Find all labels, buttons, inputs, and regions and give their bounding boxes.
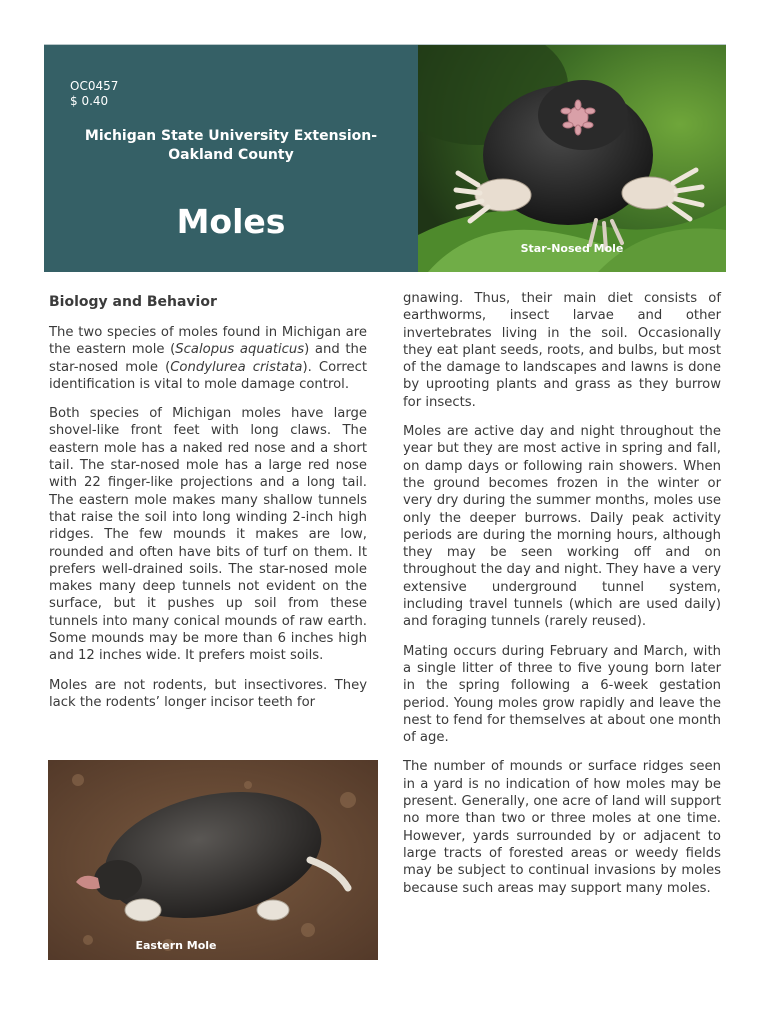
organization-line-2: Oakland County: [168, 147, 294, 163]
right-column: [403, 290, 721, 909]
document-price: $ 0.40: [70, 94, 109, 108]
eastern-mole-photo: [48, 760, 378, 960]
section-heading-biology: Biology and Behavior: [49, 294, 217, 310]
paragraph-mating: Mating occurs during February and March, with a single litter of three to five young born later in the spring following a 6-week gestation period. Young moles grow rapidly and leave the nest to fend for themselves at about one month of age.: [403, 643, 721, 746]
scientific-name-eastern: Scalopus aquaticus: [175, 342, 305, 358]
paragraph-diet: gnawing. Thus, their main diet consists of earthworms, insect larvae and other invertebrates living in the soil. Occasionally they eat plant seeds, roots, and bulbs, but most of the damage to landscapes and lawns is done by uprooting plants and grass as they burrow for insects.: [403, 291, 721, 410]
organization-name: [44, 127, 418, 165]
paragraph-features: Both species of Michigan moles have large shovel-like front feet with long claws. The eastern mole has a naked red nose and a short tail. The star-nosed mole has a large red nose with 22 finger-like projections and a long tail. The eastern mole makes many shallow tunnels that raise the soil into long winding 2-inch high ridges. The few mounds it makes are low, rounded and often have bits of turf on them. It prefers well-drained soils. The star-nosed mole makes many deep tunnels not evident on the surface, but it pushes up soil from these tunnels into many conical mounds of raw earth. Some mounds may be more than 6 inches high and 12 inches wide. It prefers moist soils.: [49, 406, 367, 664]
paragraph-species: The two species of moles found in Michigan are the eastern mole (Scalopus aquaticus) and the star-nosed mole (Condylurea cristata). Correct identification is vital to mole damage control.: [49, 325, 367, 392]
page-title: Moles: [176, 202, 286, 241]
left-column: [49, 290, 367, 723]
paragraph-insectivores: Moles are not rodents, but insectivores. They lack the rodents’ longer incisor teeth for: [49, 677, 367, 710]
eastern-mole-caption: Eastern Mole: [135, 939, 217, 952]
document-code-block: [70, 79, 118, 109]
paragraph-activity: Moles are active day and night throughout the year but they are most active in spring and fall, on damp days or following rain showers. When the ground becomes frozen in the winter or very dry during the summer months, moles use only the deeper burrows. Daily peak activity periods are during the morning hours, although they may be seen working off and on throughout the day and night. They have a very extensive underground tunnel system, including travel tunnels (which are used daily) and foraging tunnels (rarely reused).: [403, 424, 721, 630]
star-nosed-mole-caption: Star-Nosed Mole: [520, 242, 624, 255]
organization-line-1: Michigan State University Extension-: [84, 128, 378, 144]
star-nosed-mole-photo: [418, 45, 726, 272]
paragraph-population: The number of mounds or surface ridges seen in a yard is no indication of how moles may be present. Generally, one acre of land will support no more than two or three moles at one time. However, yards surrounded by or adjacent to large tracts of forested areas or weedy fields may be subject to continual invasions by moles because such areas may support many moles.: [403, 759, 722, 896]
scientific-name-star-nosed: Condylurea cristata: [170, 359, 303, 375]
document-code: OC0457: [70, 79, 119, 93]
